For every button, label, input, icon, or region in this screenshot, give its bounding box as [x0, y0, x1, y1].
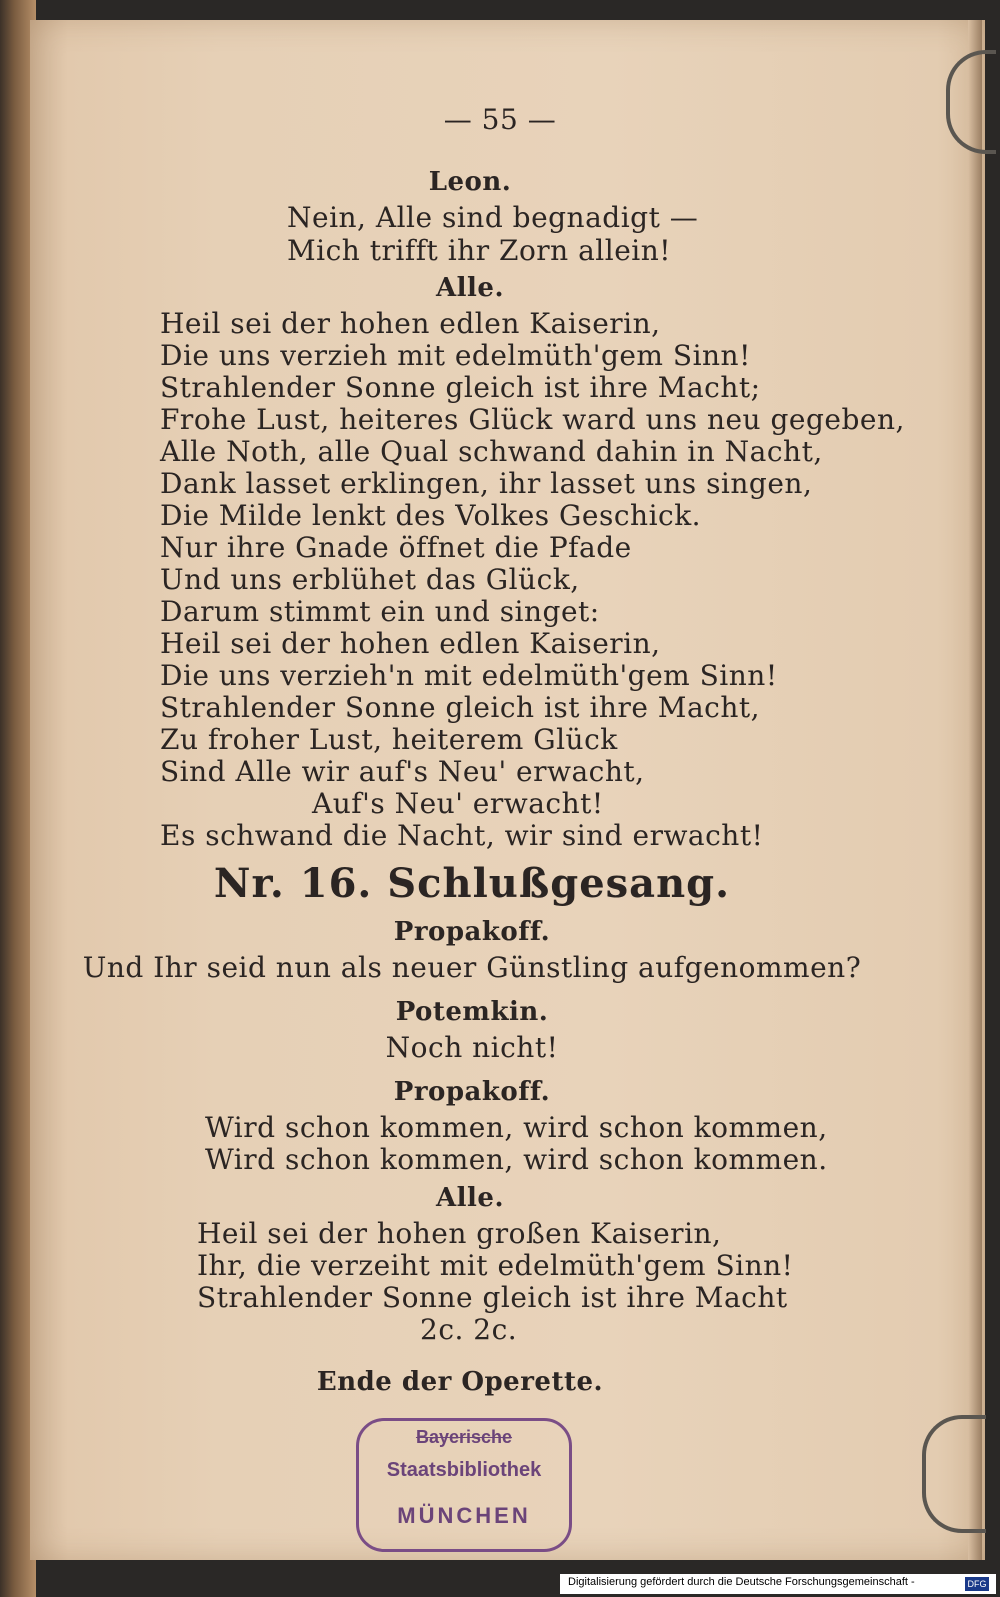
speaker-alle: Alle.	[435, 273, 505, 303]
page-clip-bottom	[922, 1415, 986, 1533]
verse-line: Strahlender Sonne gleich ist ihre Macht,	[160, 691, 761, 724]
verse-line: Strahlender Sonne gleich ist ihre Macht;	[160, 371, 761, 404]
speaker-propakoff: Propakoff.	[393, 1077, 551, 1107]
page-number: — 55 —	[443, 103, 557, 136]
dfg-logo: DFG	[965, 1577, 989, 1591]
speaker-alle: Alle.	[435, 1183, 505, 1213]
verse-line: Dank lasset erklingen, ihr lasset uns singen,	[160, 467, 813, 500]
verse-line: Mich trifft ihr Zorn allein!	[287, 234, 672, 267]
verse-line: Sind Alle wir auf's Neu' erwacht,	[160, 755, 645, 788]
verse-line: Auf's Neu' erwacht!	[312, 787, 604, 820]
digitization-footer	[560, 1574, 996, 1594]
verse-line: Und Ihr seid nun als neuer Günstling aufgenommen?	[82, 951, 862, 984]
verse-line: Die Milde lenkt des Volkes Geschick.	[160, 499, 702, 532]
speaker-leon: Leon.	[428, 167, 512, 197]
verse-line: Darum stimmt ein und singet:	[160, 595, 600, 628]
verse-line: Heil sei der hohen großen Kaiserin,	[197, 1217, 722, 1250]
number-heading: Nr. 16. Schlußgesang.	[213, 860, 731, 907]
verse-line: Heil sei der hohen edlen Kaiserin,	[160, 627, 661, 660]
verse-line: Nein, Alle sind begnadigt —	[287, 201, 699, 234]
verse-line: Wird schon kommen, wird schon kommen.	[205, 1143, 828, 1176]
page-clip-top	[946, 50, 996, 154]
footer-text: Digitalisierung gefördert durch die Deutsche Forschungsgemeinschaft -	[568, 1576, 915, 1588]
verse-line: Ihr, die verzeiht mit edelmüth'gem Sinn!	[197, 1249, 794, 1282]
page-right-edge	[968, 20, 982, 1560]
stamp-line: MÜNCHEN	[397, 1503, 531, 1528]
ending-title: Ende der Operette.	[316, 1367, 604, 1397]
verse-line: 2c. 2c.	[420, 1313, 518, 1346]
stamp-line: Staatsbibliothek	[386, 1459, 542, 1481]
verse-line: Wird schon kommen, wird schon kommen,	[205, 1111, 828, 1144]
speaker-propakoff: Propakoff.	[393, 917, 551, 947]
verse-line: Noch nicht!	[385, 1031, 559, 1064]
verse-line: Zu froher Lust, heiterem Glück	[160, 723, 618, 756]
verse-line: Die uns verzieh mit edelmüth'gem Sinn!	[160, 339, 751, 372]
stamp-line: Bayerische	[415, 1427, 513, 1447]
verse-line: Heil sei der hohen edlen Kaiserin,	[160, 307, 661, 340]
verse-line: Strahlender Sonne gleich ist ihre Macht	[197, 1281, 788, 1314]
library-stamp	[356, 1418, 572, 1552]
verse-line: Frohe Lust, heiteres Glück ward uns neu gegeben,	[160, 403, 905, 436]
speaker-potemkin: Potemkin.	[395, 997, 549, 1027]
verse-line: Und uns erblühet das Glück,	[160, 563, 580, 596]
verse-line: Nur ihre Gnade öffnet die Pfade	[160, 531, 632, 564]
verse-line: Es schwand die Nacht, wir sind erwacht!	[160, 819, 764, 852]
verse-line: Alle Noth, alle Qual schwand dahin in Nacht,	[160, 435, 823, 468]
verse-line: Die uns verzieh'n mit edelmüth'gem Sinn!	[160, 659, 778, 692]
